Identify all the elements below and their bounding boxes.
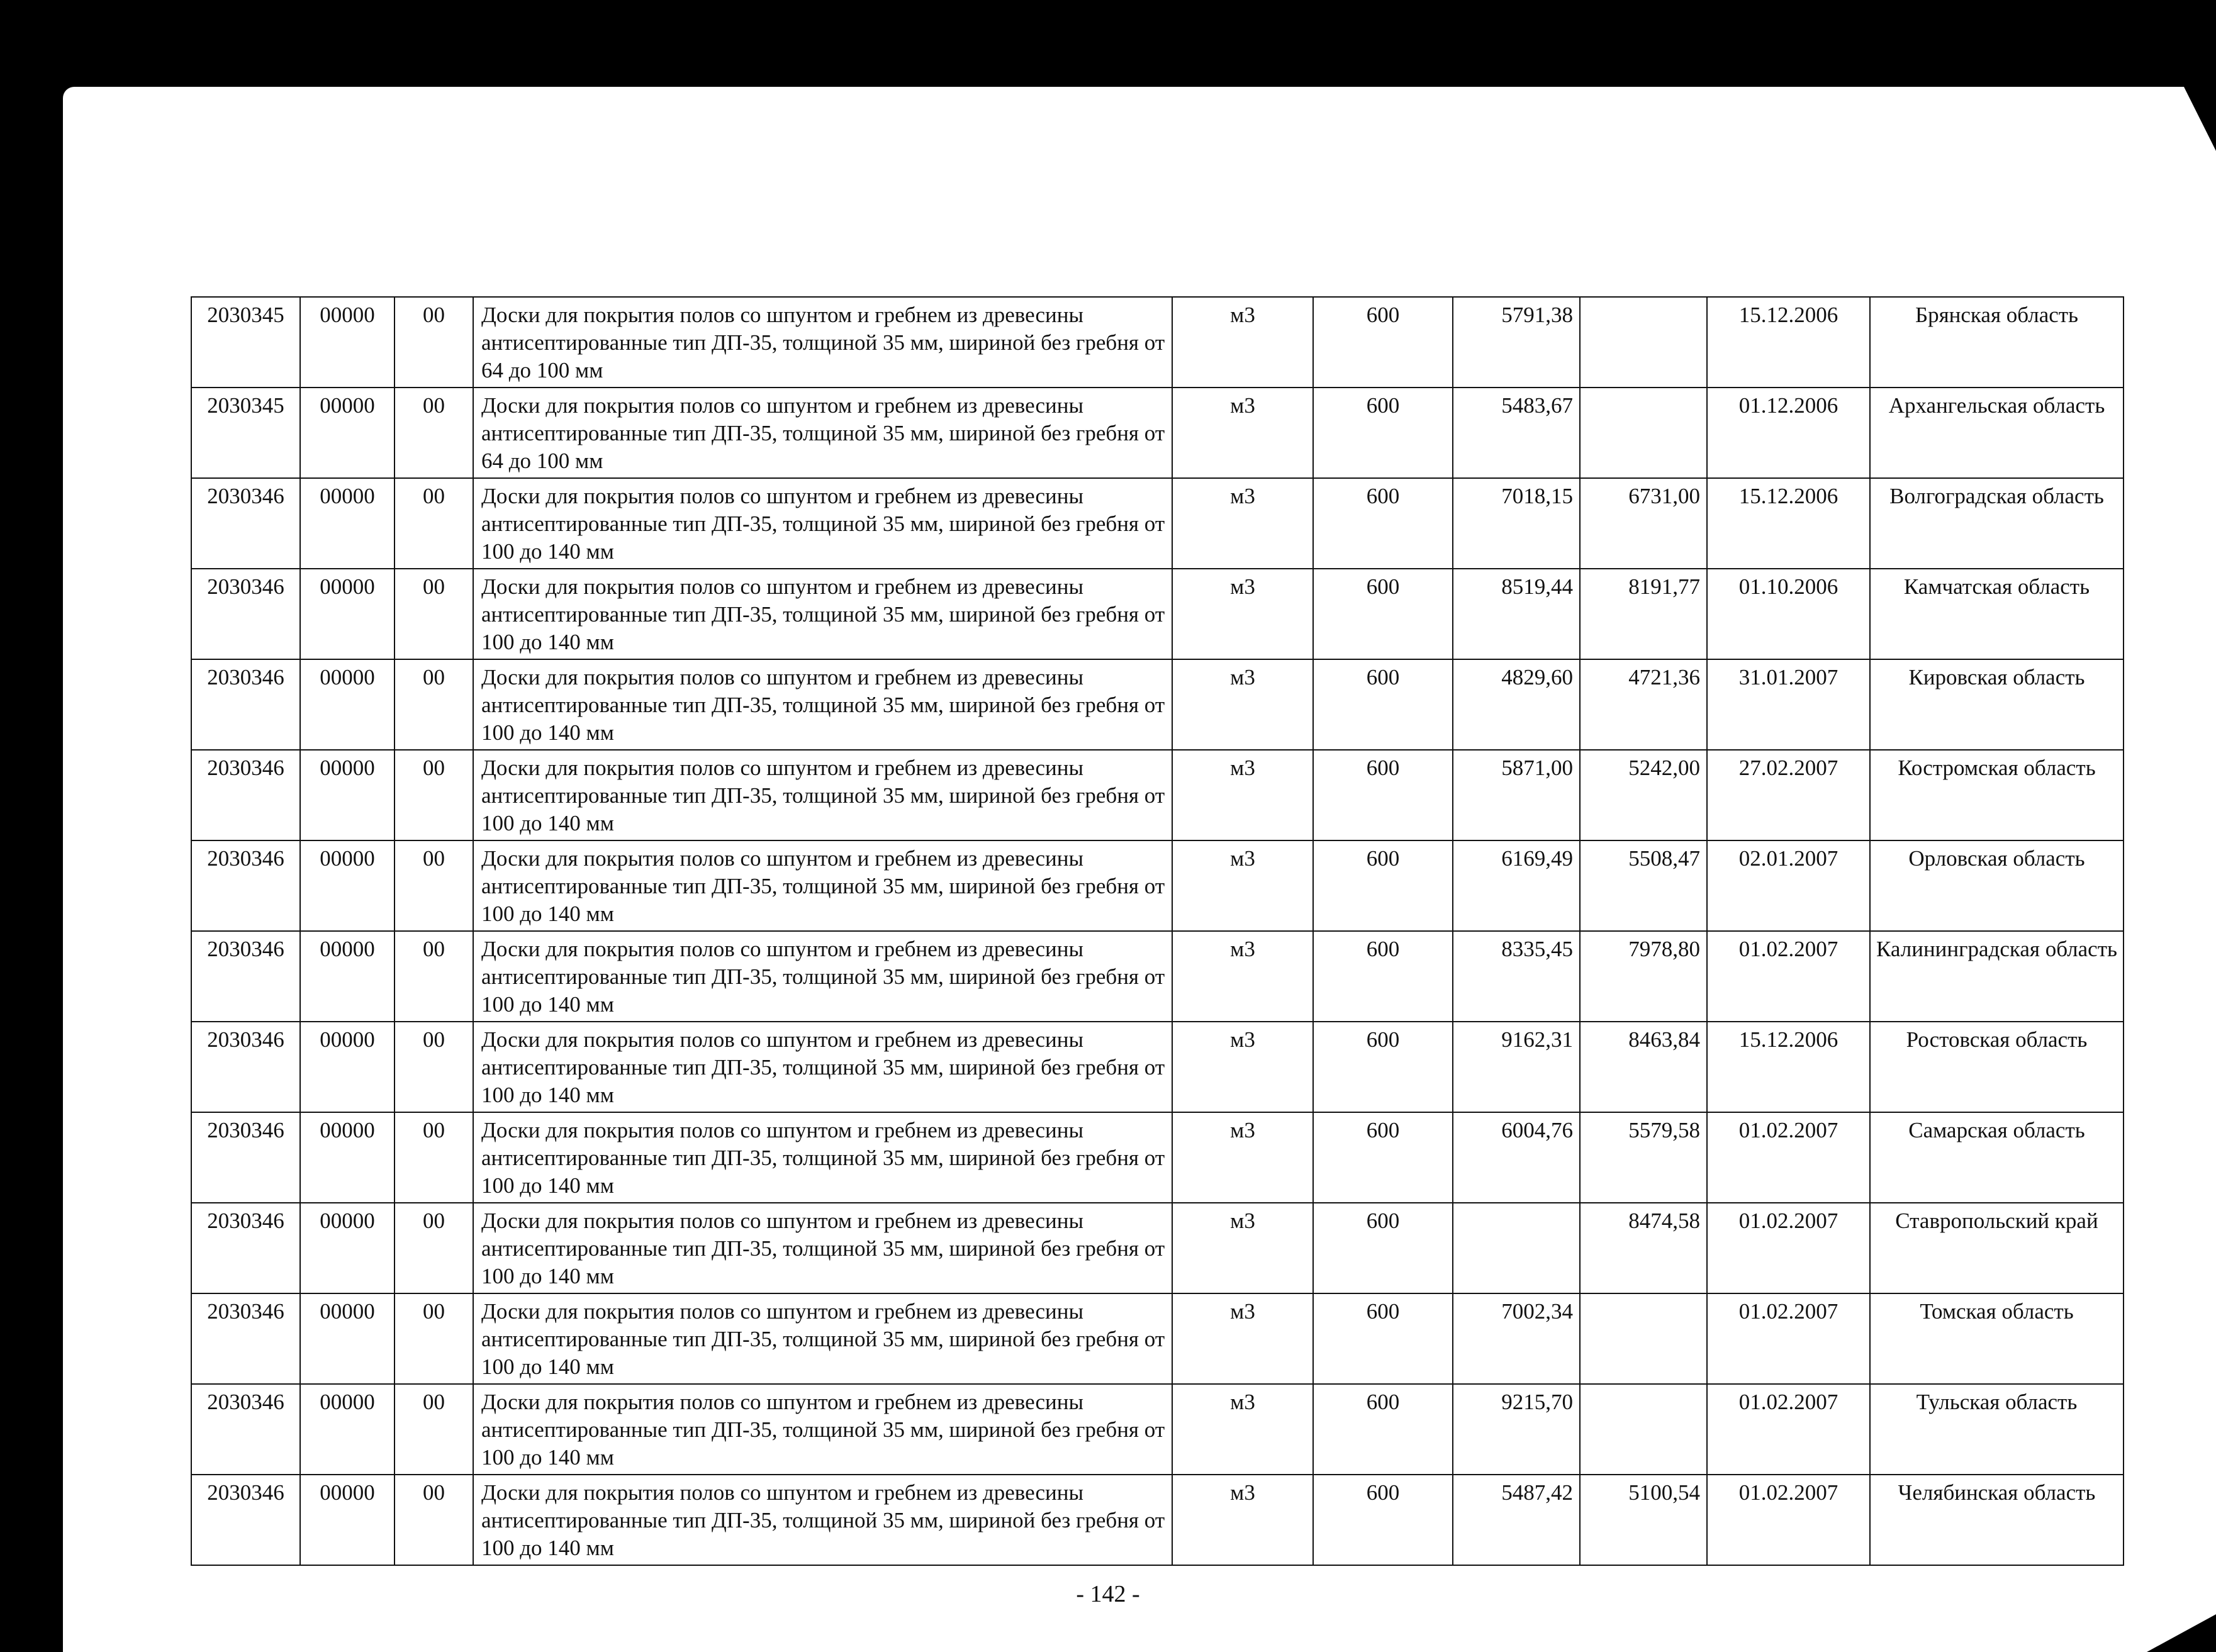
row-date: 01.02.2007 bbox=[1707, 1384, 1870, 1475]
row-subcode: 00000 bbox=[300, 840, 395, 931]
scan-corner-bottom-right bbox=[2147, 1614, 2216, 1652]
row-price-2 bbox=[1580, 1293, 1707, 1384]
table-row bbox=[191, 1475, 2124, 1565]
row-unit: м3 bbox=[1172, 931, 1313, 1022]
row-price-2: 5508,47 bbox=[1580, 840, 1707, 931]
table-row bbox=[191, 750, 2124, 840]
table-row bbox=[191, 659, 2124, 750]
page-number: - 142 - bbox=[1076, 1581, 1140, 1607]
row-description: Доски для покрытия полов со шпунтом и гребнем из древесины антисептированные тип ДП-35, толщиной 35 мм, шириной без гребня от 100 до 140 мм bbox=[473, 1384, 1172, 1475]
row-subcode: 00000 bbox=[300, 1022, 395, 1112]
row-unit: м3 bbox=[1172, 297, 1313, 388]
row-code: 2030346 bbox=[191, 750, 300, 840]
row-description: Доски для покрытия полов со шпунтом и гребнем из древесины антисептированные тип ДП-35, толщиной 35 мм, шириной без гребня от 100 до 140 мм bbox=[473, 1203, 1172, 1293]
row-price-2 bbox=[1580, 1384, 1707, 1475]
row-quantity: 600 bbox=[1313, 1022, 1453, 1112]
row-subcode-2: 00 bbox=[395, 1022, 473, 1112]
row-description: Доски для покрытия полов со шпунтом и гребнем из древесины антисептированные тип ДП-35, толщиной 35 мм, шириной без гребня от 100 до 140 мм bbox=[473, 1475, 1172, 1565]
row-region: Орловская область bbox=[1870, 840, 2124, 931]
row-code: 2030346 bbox=[191, 1475, 300, 1565]
row-price-1: 5487,42 bbox=[1453, 1475, 1580, 1565]
table-row bbox=[191, 297, 2124, 388]
row-price-2 bbox=[1580, 297, 1707, 388]
row-date: 15.12.2006 bbox=[1707, 1022, 1870, 1112]
row-region: Ростовская область bbox=[1870, 1022, 2124, 1112]
row-subcode: 00000 bbox=[300, 659, 395, 750]
row-description: Доски для покрытия полов со шпунтом и гребнем из древесины антисептированные тип ДП-35, толщиной 35 мм, шириной без гребня от 64 до 100 мм bbox=[473, 388, 1172, 478]
row-subcode-2: 00 bbox=[395, 931, 473, 1022]
row-price-1: 9215,70 bbox=[1453, 1384, 1580, 1475]
scan-corner-top-right bbox=[2172, 63, 2216, 151]
row-unit: м3 bbox=[1172, 1293, 1313, 1384]
row-date: 01.10.2006 bbox=[1707, 569, 1870, 659]
row-region: Калининградская область bbox=[1870, 931, 2124, 1022]
row-unit: м3 bbox=[1172, 1112, 1313, 1203]
row-price-2: 5100,54 bbox=[1580, 1475, 1707, 1565]
row-price-1: 5791,38 bbox=[1453, 297, 1580, 388]
row-date: 01.12.2006 bbox=[1707, 388, 1870, 478]
row-subcode: 00000 bbox=[300, 931, 395, 1022]
row-quantity: 600 bbox=[1313, 931, 1453, 1022]
row-description: Доски для покрытия полов со шпунтом и гребнем из древесины антисептированные тип ДП-35, толщиной 35 мм, шириной без гребня от 100 до 140 мм bbox=[473, 1293, 1172, 1384]
row-subcode-2: 00 bbox=[395, 388, 473, 478]
row-date: 31.01.2007 bbox=[1707, 659, 1870, 750]
row-code: 2030345 bbox=[191, 297, 300, 388]
row-code: 2030346 bbox=[191, 1203, 300, 1293]
row-quantity: 600 bbox=[1313, 1384, 1453, 1475]
row-price-2: 4721,36 bbox=[1580, 659, 1707, 750]
table-row bbox=[191, 1112, 2124, 1203]
row-subcode: 00000 bbox=[300, 750, 395, 840]
row-code: 2030346 bbox=[191, 1293, 300, 1384]
row-price-1 bbox=[1453, 1203, 1580, 1293]
row-description: Доски для покрытия полов со шпунтом и гребнем из древесины антисептированные тип ДП-35, толщиной 35 мм, шириной без гребня от 64 до 100 мм bbox=[473, 297, 1172, 388]
table-row bbox=[191, 1293, 2124, 1384]
row-code: 2030346 bbox=[191, 1384, 300, 1475]
row-subcode-2: 00 bbox=[395, 840, 473, 931]
row-subcode-2: 00 bbox=[395, 1203, 473, 1293]
row-subcode: 00000 bbox=[300, 1112, 395, 1203]
row-subcode: 00000 bbox=[300, 1475, 395, 1565]
row-unit: м3 bbox=[1172, 840, 1313, 931]
row-code: 2030346 bbox=[191, 1022, 300, 1112]
price-table bbox=[191, 296, 2124, 1566]
row-price-1: 9162,31 bbox=[1453, 1022, 1580, 1112]
row-price-1: 7018,15 bbox=[1453, 478, 1580, 569]
row-subcode-2: 00 bbox=[395, 1293, 473, 1384]
row-date: 15.12.2006 bbox=[1707, 478, 1870, 569]
table-body bbox=[191, 297, 2124, 1565]
row-quantity: 600 bbox=[1313, 1112, 1453, 1203]
row-price-1: 8335,45 bbox=[1453, 931, 1580, 1022]
row-price-1: 5871,00 bbox=[1453, 750, 1580, 840]
row-unit: м3 bbox=[1172, 750, 1313, 840]
row-unit: м3 bbox=[1172, 388, 1313, 478]
row-subcode: 00000 bbox=[300, 388, 395, 478]
row-description: Доски для покрытия полов со шпунтом и гребнем из древесины антисептированные тип ДП-35, толщиной 35 мм, шириной без гребня от 100 до 140 мм bbox=[473, 840, 1172, 931]
row-code: 2030346 bbox=[191, 659, 300, 750]
row-date: 01.02.2007 bbox=[1707, 1203, 1870, 1293]
row-region: Тульская область bbox=[1870, 1384, 2124, 1475]
row-price-2: 7978,80 bbox=[1580, 931, 1707, 1022]
row-quantity: 600 bbox=[1313, 750, 1453, 840]
row-code: 2030346 bbox=[191, 478, 300, 569]
row-code: 2030346 bbox=[191, 931, 300, 1022]
row-code: 2030345 bbox=[191, 388, 300, 478]
row-subcode: 00000 bbox=[300, 1203, 395, 1293]
row-quantity: 600 bbox=[1313, 840, 1453, 931]
row-date: 15.12.2006 bbox=[1707, 297, 1870, 388]
row-subcode-2: 00 bbox=[395, 659, 473, 750]
row-description: Доски для покрытия полов со шпунтом и гребнем из древесины антисептированные тип ДП-35, толщиной 35 мм, шириной без гребня от 100 до 140 мм bbox=[473, 931, 1172, 1022]
table-row bbox=[191, 1203, 2124, 1293]
row-price-2: 6731,00 bbox=[1580, 478, 1707, 569]
row-code: 2030346 bbox=[191, 569, 300, 659]
row-date: 27.02.2007 bbox=[1707, 750, 1870, 840]
table-row bbox=[191, 931, 2124, 1022]
row-date: 01.02.2007 bbox=[1707, 1112, 1870, 1203]
row-price-2: 5579,58 bbox=[1580, 1112, 1707, 1203]
row-quantity: 600 bbox=[1313, 297, 1453, 388]
row-price-1: 7002,34 bbox=[1453, 1293, 1580, 1384]
row-unit: м3 bbox=[1172, 1022, 1313, 1112]
row-price-1: 6169,49 bbox=[1453, 840, 1580, 931]
row-unit: м3 bbox=[1172, 659, 1313, 750]
row-region: Костромская область bbox=[1870, 750, 2124, 840]
row-date: 01.02.2007 bbox=[1707, 931, 1870, 1022]
row-quantity: 600 bbox=[1313, 478, 1453, 569]
table-row bbox=[191, 388, 2124, 478]
row-region: Архангельская область bbox=[1870, 388, 2124, 478]
row-region: Кировская область bbox=[1870, 659, 2124, 750]
row-subcode: 00000 bbox=[300, 1384, 395, 1475]
row-unit: м3 bbox=[1172, 1384, 1313, 1475]
row-subcode-2: 00 bbox=[395, 1384, 473, 1475]
row-subcode: 00000 bbox=[300, 569, 395, 659]
row-quantity: 600 bbox=[1313, 1203, 1453, 1293]
table-row bbox=[191, 569, 2124, 659]
row-description: Доски для покрытия полов со шпунтом и гребнем из древесины антисептированные тип ДП-35, толщиной 35 мм, шириной без гребня от 100 до 140 мм bbox=[473, 1022, 1172, 1112]
row-price-2: 8191,77 bbox=[1580, 569, 1707, 659]
row-description: Доски для покрытия полов со шпунтом и гребнем из древесины антисептированные тип ДП-35, толщиной 35 мм, шириной без гребня от 100 до 140 мм bbox=[473, 569, 1172, 659]
row-region: Волгоградская область bbox=[1870, 478, 2124, 569]
row-price-2: 5242,00 bbox=[1580, 750, 1707, 840]
row-region: Брянская область bbox=[1870, 297, 2124, 388]
row-quantity: 600 bbox=[1313, 659, 1453, 750]
row-code: 2030346 bbox=[191, 1112, 300, 1203]
row-region: Ставропольский край bbox=[1870, 1203, 2124, 1293]
row-subcode-2: 00 bbox=[395, 569, 473, 659]
row-code: 2030346 bbox=[191, 840, 300, 931]
row-description: Доски для покрытия полов со шпунтом и гребнем из древесины антисептированные тип ДП-35, толщиной 35 мм, шириной без гребня от 100 до 140 мм bbox=[473, 750, 1172, 840]
row-price-2: 8463,84 bbox=[1580, 1022, 1707, 1112]
table-row bbox=[191, 840, 2124, 931]
table-row bbox=[191, 1022, 2124, 1112]
row-region: Камчатская область bbox=[1870, 569, 2124, 659]
row-unit: м3 bbox=[1172, 478, 1313, 569]
row-quantity: 600 bbox=[1313, 1293, 1453, 1384]
row-unit: м3 bbox=[1172, 1203, 1313, 1293]
row-region: Томская область bbox=[1870, 1293, 2124, 1384]
row-quantity: 600 bbox=[1313, 569, 1453, 659]
row-quantity: 600 bbox=[1313, 388, 1453, 478]
table-row bbox=[191, 1384, 2124, 1475]
row-description: Доски для покрытия полов со шпунтом и гребнем из древесины антисептированные тип ДП-35, толщиной 35 мм, шириной без гребня от 100 до 140 мм bbox=[473, 1112, 1172, 1203]
row-unit: м3 bbox=[1172, 569, 1313, 659]
row-price-2: 8474,58 bbox=[1580, 1203, 1707, 1293]
row-date: 02.01.2007 bbox=[1707, 840, 1870, 931]
row-quantity: 600 bbox=[1313, 1475, 1453, 1565]
row-subcode-2: 00 bbox=[395, 478, 473, 569]
row-subcode: 00000 bbox=[300, 478, 395, 569]
row-date: 01.02.2007 bbox=[1707, 1293, 1870, 1384]
row-price-1: 8519,44 bbox=[1453, 569, 1580, 659]
row-subcode-2: 00 bbox=[395, 1112, 473, 1203]
row-price-1: 4829,60 bbox=[1453, 659, 1580, 750]
row-subcode-2: 00 bbox=[395, 297, 473, 388]
row-subcode-2: 00 bbox=[395, 750, 473, 840]
row-description: Доски для покрытия полов со шпунтом и гребнем из древесины антисептированные тип ДП-35, толщиной 35 мм, шириной без гребня от 100 до 140 мм bbox=[473, 659, 1172, 750]
row-description: Доски для покрытия полов со шпунтом и гребнем из древесины антисептированные тип ДП-35, толщиной 35 мм, шириной без гребня от 100 до 140 мм bbox=[473, 478, 1172, 569]
row-unit: м3 bbox=[1172, 1475, 1313, 1565]
row-subcode: 00000 bbox=[300, 1293, 395, 1384]
row-region: Челябинская область bbox=[1870, 1475, 2124, 1565]
row-price-1: 5483,67 bbox=[1453, 388, 1580, 478]
table-row bbox=[191, 478, 2124, 569]
row-date: 01.02.2007 bbox=[1707, 1475, 1870, 1565]
row-price-2 bbox=[1580, 388, 1707, 478]
row-region: Самарская область bbox=[1870, 1112, 2124, 1203]
row-subcode-2: 00 bbox=[395, 1475, 473, 1565]
row-price-1: 6004,76 bbox=[1453, 1112, 1580, 1203]
row-subcode: 00000 bbox=[300, 297, 395, 388]
